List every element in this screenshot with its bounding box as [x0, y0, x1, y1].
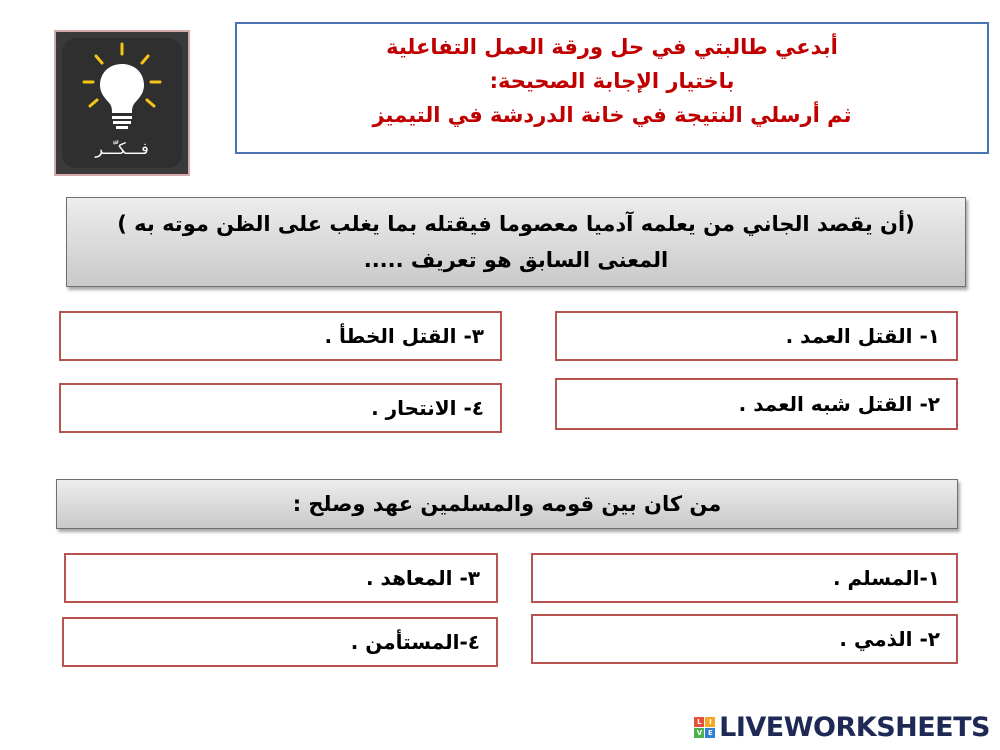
question-1-line-1: (أن يقصد الجاني من يعلمه آدميا معصوما فيقتله بما يغلب على الظن موته به )	[117, 212, 915, 236]
question-1-option-1[interactable]: ١- القتل العمد .	[555, 311, 958, 361]
question-2-prompt: من كان بين قومه والمسلمين عهد وصلح :	[56, 479, 958, 529]
brand-name: LIVEWORKSHEETS	[719, 711, 990, 743]
question-1-option-3[interactable]: ٣- القتل الخطأ .	[59, 311, 502, 361]
brand-grid-cell: I	[705, 717, 715, 727]
logo-badge	[54, 30, 190, 176]
question-2-option-4[interactable]: ٤-المستأمن .	[62, 617, 498, 667]
question-2-option-2[interactable]: ٢- الذمي .	[531, 614, 958, 664]
question-2-option-1[interactable]: ١-المسلم .	[531, 553, 958, 603]
instructions-line-2: باختيار الإجابة الصحيحة:	[489, 69, 735, 93]
question-1-prompt	[66, 197, 966, 287]
instructions-box	[235, 22, 989, 154]
instructions-line-1: أبدعي طالبتي في حل ورقة العمل التفاعلية	[386, 35, 838, 59]
question-1-option-2[interactable]: ٢- القتل شبه العمد .	[555, 378, 958, 430]
instructions-line-3: ثم أرسلي النتيجة في خانة الدردشة في التيميز	[372, 103, 852, 127]
brand-grid-cell: E	[705, 728, 715, 738]
question-1-line-2: المعنى السابق هو تعريف .....	[363, 248, 669, 272]
liveworksheets-logo-icon	[694, 717, 715, 738]
question-1-option-4[interactable]: ٤- الانتحار .	[59, 383, 502, 433]
liveworksheets-brand	[694, 710, 990, 744]
logo-word: فـــكـّــر	[95, 139, 149, 158]
brand-grid-cell: L	[694, 717, 704, 727]
brand-grid-cell: V	[694, 728, 704, 738]
question-2-option-3[interactable]: ٣- المعاهد .	[64, 553, 498, 603]
